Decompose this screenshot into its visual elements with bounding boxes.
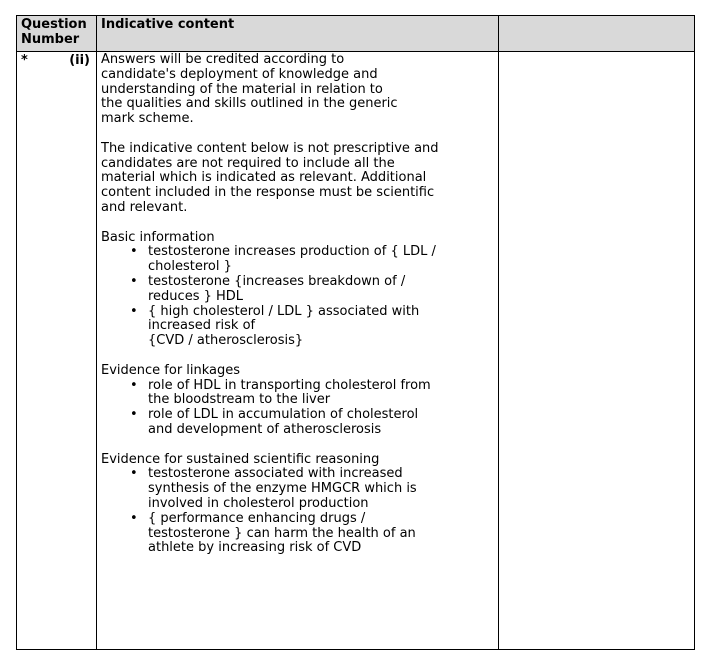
guidance-line: material which is indicated as relevant. Additional <box>101 170 427 186</box>
list-item <box>101 512 498 556</box>
intro-line: Answers will be credited according to <box>101 52 345 67</box>
question-number-cell <box>17 52 97 650</box>
list-item-line: • testosterone increases production of { LDL / <box>148 244 436 260</box>
list-item-line: {CVD / atherosclerosis} <box>148 333 304 349</box>
list-item-line: • testosterone associated with increased <box>148 466 403 482</box>
list-item-line: reduces } HDL <box>148 288 244 304</box>
list-item <box>101 275 498 305</box>
header-row <box>17 16 695 52</box>
intro-line: the qualities and skills outlined in the generic <box>101 96 398 112</box>
guidance-line: content included in the response must be scientific <box>101 185 435 201</box>
list-item-line: • testosterone {increases breakdown of / <box>148 273 406 289</box>
question-number <box>21 53 96 68</box>
list-item-line: and development of atherosclerosis <box>148 421 382 437</box>
guidance-line: candidates are not required to include all the <box>101 155 395 171</box>
intro-line: mark scheme. <box>101 111 194 127</box>
marks-header <box>499 16 695 52</box>
question-row <box>17 52 695 650</box>
question-part: (ii) <box>69 53 90 68</box>
intro-line: understanding of the material in relation to <box>101 81 383 97</box>
indicative-content <box>97 52 498 556</box>
intro-paragraph <box>101 53 498 127</box>
list-item-line: the bloodstream to the liver <box>148 392 331 408</box>
indicative-content-header <box>97 16 499 52</box>
list-item-line: synthesis of the enzyme HMGCR which is <box>148 481 417 497</box>
reasoning-heading: Evidence for sustained scientific reasoning <box>101 451 380 467</box>
list-item-line: athlete by increasing risk of CVD <box>148 540 362 556</box>
indicative-content-header-label: Indicative content <box>101 17 235 32</box>
linkages-heading: Evidence for linkages <box>101 362 241 378</box>
basic-information-heading: Basic information <box>101 229 215 245</box>
marks-cell <box>499 52 695 650</box>
list-item-line: • { high cholesterol / LDL } associated with <box>148 303 420 319</box>
list-item-line: increased risk of <box>148 318 256 334</box>
indicative-content-cell <box>97 52 499 650</box>
reasoning-list <box>101 467 498 556</box>
question-number-header-line2: Number <box>21 32 80 47</box>
linkages-list <box>101 379 498 438</box>
question-number-header-line1: Question <box>21 17 87 32</box>
basic-information-list <box>101 245 498 349</box>
list-item-line: cholesterol } <box>148 259 232 275</box>
guidance-line: The indicative content below is not prescriptive and <box>101 140 439 156</box>
list-item-line: testosterone } can harm the health of an <box>148 525 416 541</box>
list-item <box>101 245 498 275</box>
list-item-line: • role of LDL in accumulation of cholesterol <box>148 407 419 423</box>
intro-line: candidate's deployment of knowledge and <box>101 66 378 82</box>
list-item <box>101 305 498 349</box>
list-item <box>101 408 498 438</box>
question-number-header <box>17 16 97 52</box>
star-marker: * <box>21 53 28 68</box>
guidance-line: and relevant. <box>101 199 188 215</box>
guidance-paragraph <box>101 142 498 216</box>
list-item-line: • { performance enhancing drugs / <box>148 510 366 526</box>
list-item-line: • role of HDL in transporting cholesterol from <box>148 377 431 393</box>
list-item <box>101 379 498 409</box>
mark-scheme-table <box>16 15 695 650</box>
list-item <box>101 467 498 511</box>
list-item-line: involved in cholesterol production <box>148 495 369 511</box>
